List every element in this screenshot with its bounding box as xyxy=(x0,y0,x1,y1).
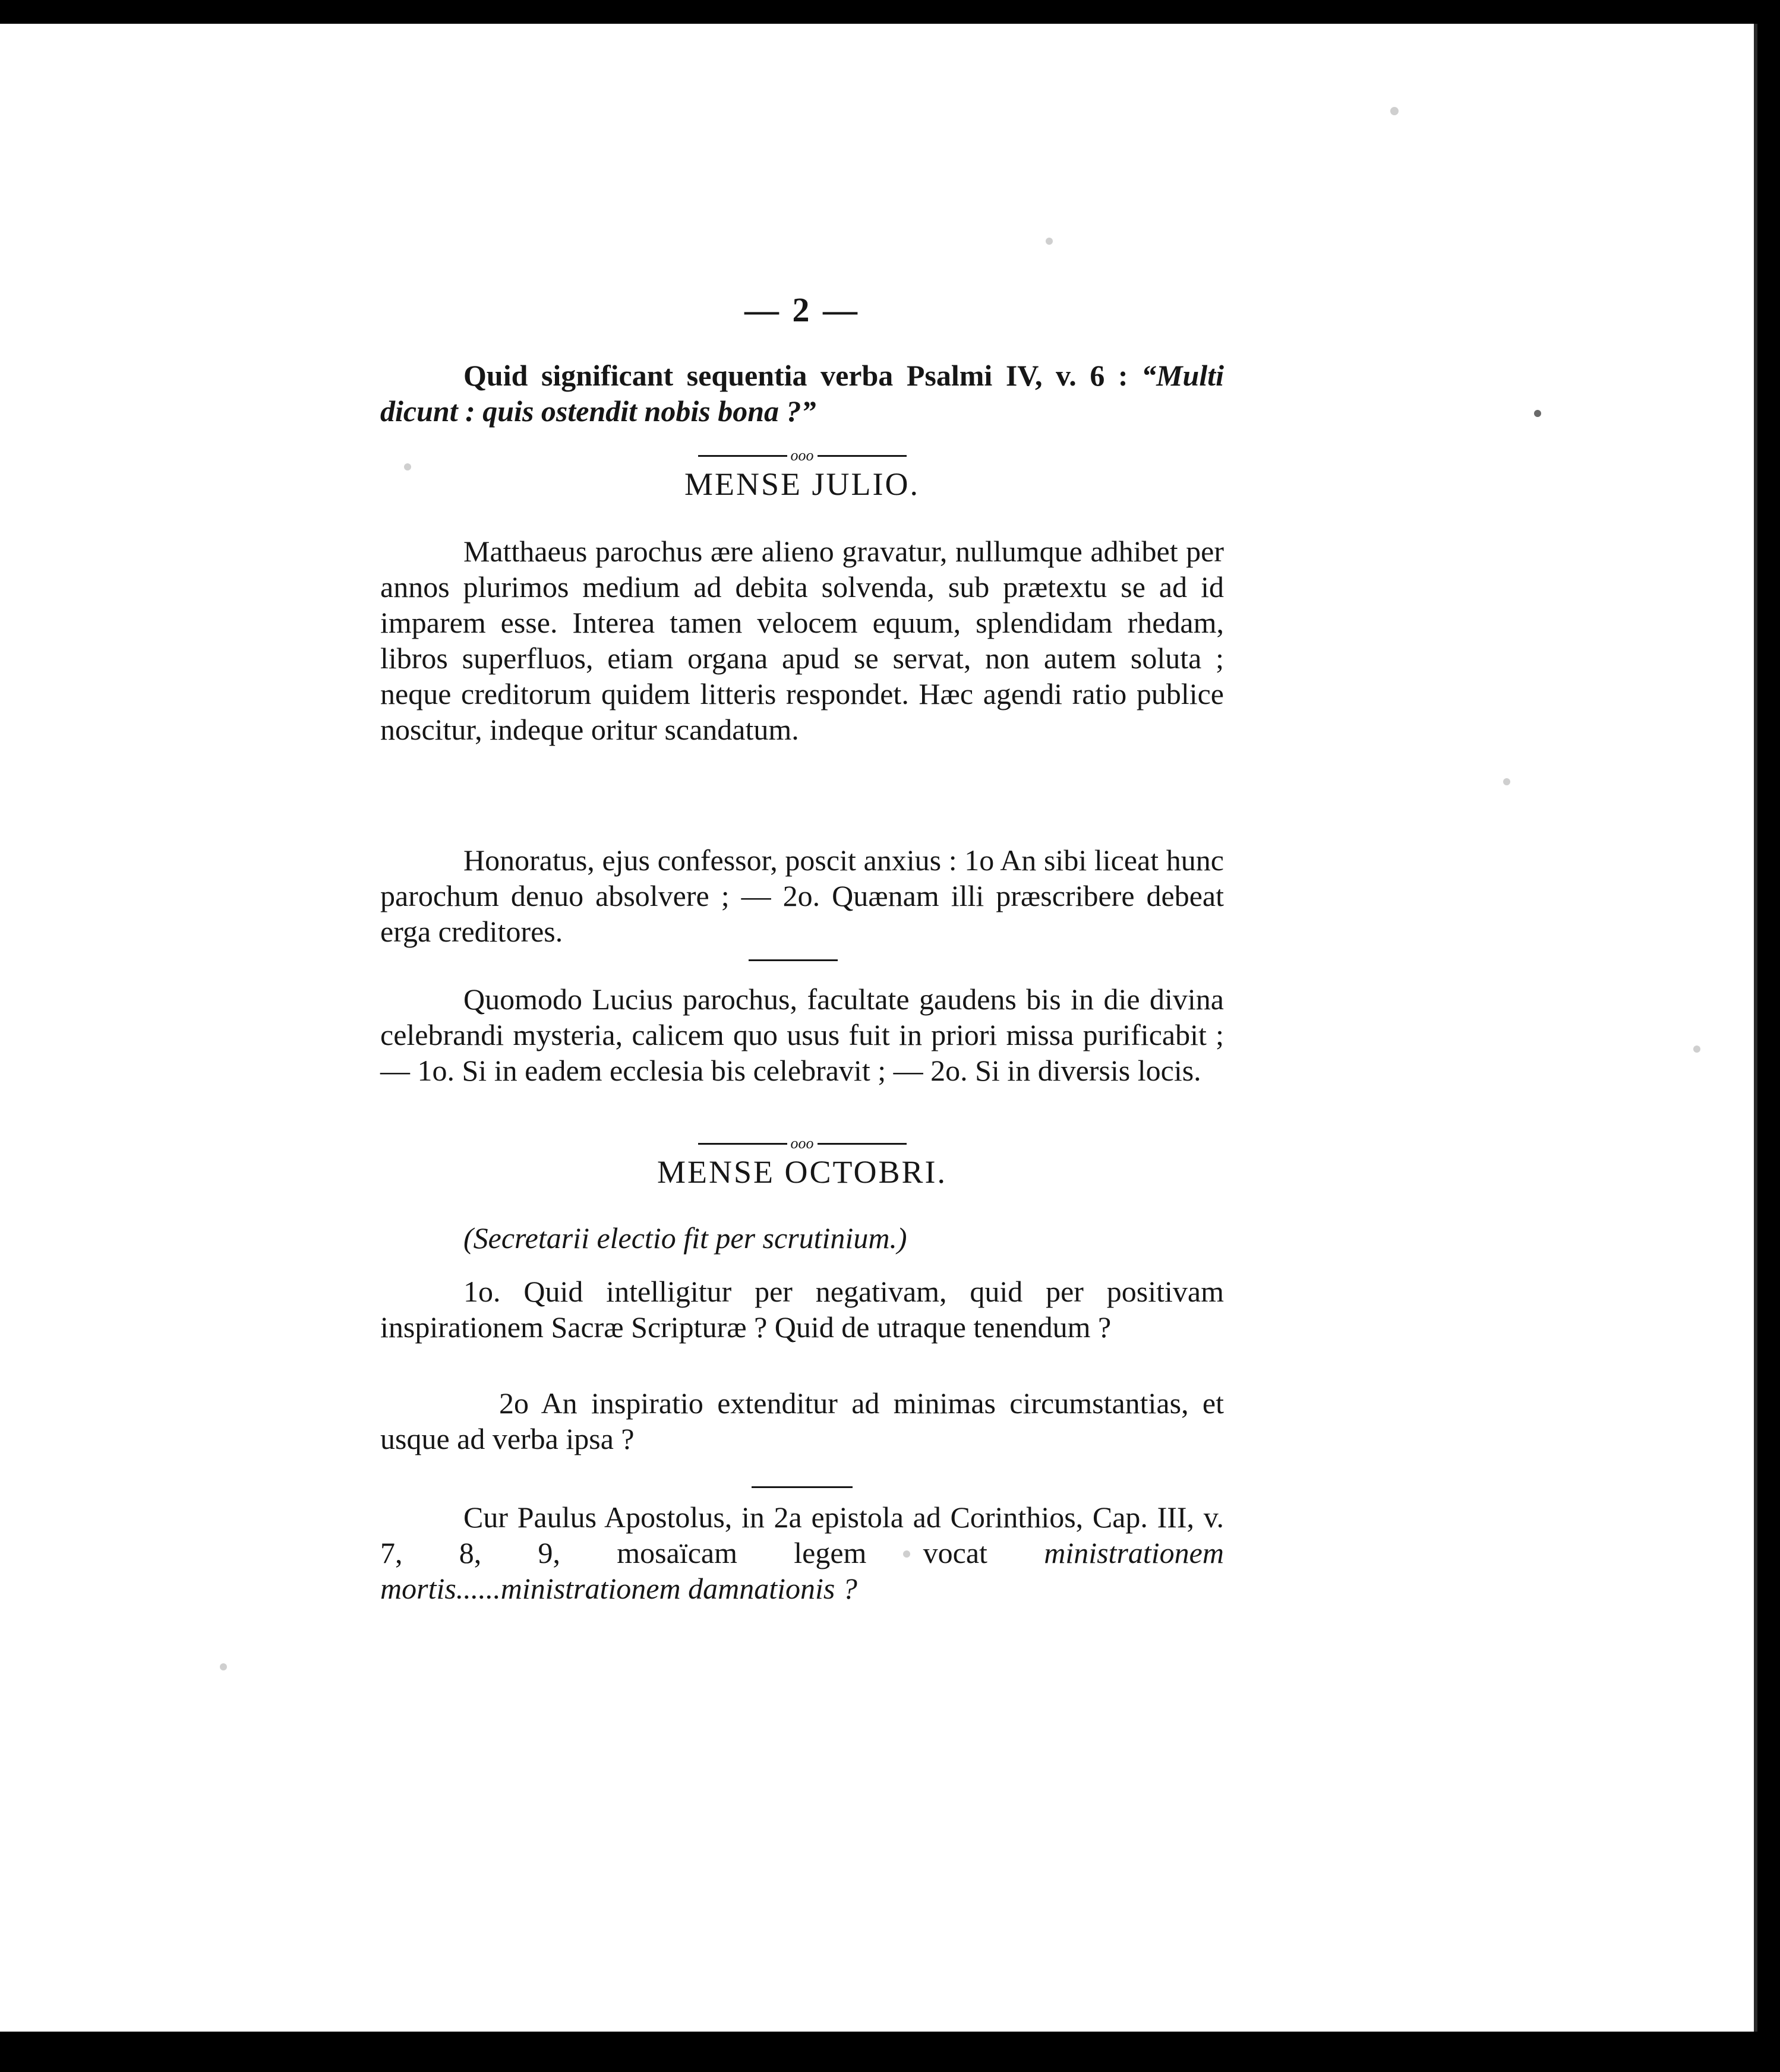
paper-speck xyxy=(1503,778,1510,785)
heading-mense-octobri: MENSE OCTOBRI. xyxy=(657,1154,948,1190)
octobri-question-1: 1o. Quid intelligitur per negativam, quid per positivam inspirationem Sacræ Scripturæ ? Quid de utraque tenendum ? xyxy=(380,1275,1224,1344)
psalm-question xyxy=(380,358,1224,429)
paulus-paragraph-lead: Cur Paulus Apostolus, in 2a epistola ad Corinthios, Cap. III, v. 7, 8, 9, mosaïcam legem vocat xyxy=(380,1501,1224,1569)
julio-question-paragraph: Honoratus, ejus confessor, poscit anxius : 1o An sibi liceat hunc parochum denuo absolvere ; — 2o. Quænam illi præscribere debeat erga creditores. xyxy=(380,844,1224,948)
short-rule xyxy=(749,959,838,961)
psalm-quote: “Multi dicunt : quis ostendit nobis bona ?” xyxy=(380,359,1224,428)
page-edge-shadow xyxy=(1754,24,1757,2032)
secretary-note-text: (Secretarii electio fit per scrutinium.) xyxy=(463,1221,907,1255)
lucius-paragraph: Quomodo Lucius parochus, facultate gaudens bis in die divina celebrandi mysteria, calicem quo usus fuit in priori missa purificabit ; — 1o. Si in eadem ecclesia bis celebravit ; — 2o. Si in diversis locis. xyxy=(380,983,1224,1087)
separator-line xyxy=(698,455,787,457)
paulus-paragraph xyxy=(380,1499,1224,1606)
printed-page xyxy=(0,24,1754,2032)
paper-speck xyxy=(1390,107,1399,115)
psalm-question-line1: Quid significant sequentia verba Psalmi IV, v. xyxy=(463,359,1077,392)
section-separator-2 xyxy=(380,1135,1224,1152)
separator-line xyxy=(698,1143,787,1145)
separator-line xyxy=(818,1143,907,1145)
secretary-note xyxy=(380,1220,1224,1256)
paper-speck xyxy=(1046,238,1053,245)
psalm-question-verse-prefix: 6 : xyxy=(1090,359,1142,392)
short-rule xyxy=(752,1486,853,1488)
octobri-question-2: 2o An inspiratio extenditur ad minimas circumstantias, et usque ad verba ipsa ? xyxy=(380,1386,1224,1455)
paper-speck xyxy=(1693,1046,1700,1053)
separator-mark: ooo xyxy=(790,1135,814,1152)
julio-case-paragraph: Matthaeus parochus ære alieno gravatur, nullumque adhibet per annos plurimos medium ad debita solvenda, sub prætextu se ad id imparem esse. Interea tamen velocem equum, splendidam rhedam, libros superfluos, etiam organa apud se servat, non autem soluta ; neque creditorum quidem litteris respondet. Hæc agendi ratio publice noscitur, indeque oritur scandatum. xyxy=(380,535,1224,746)
separator-line xyxy=(818,455,907,457)
paper-speck xyxy=(220,1663,227,1670)
heading-mense-julio: MENSE JULIO. xyxy=(684,466,920,502)
paper-speck xyxy=(1534,410,1541,417)
section-separator-1 xyxy=(380,447,1224,465)
separator-mark: ooo xyxy=(790,447,814,464)
page-number: — 2 — xyxy=(744,290,860,329)
paulus-paragraph-italic: ministrationem mortis......ministrationem damnationis ? xyxy=(380,1536,1224,1605)
